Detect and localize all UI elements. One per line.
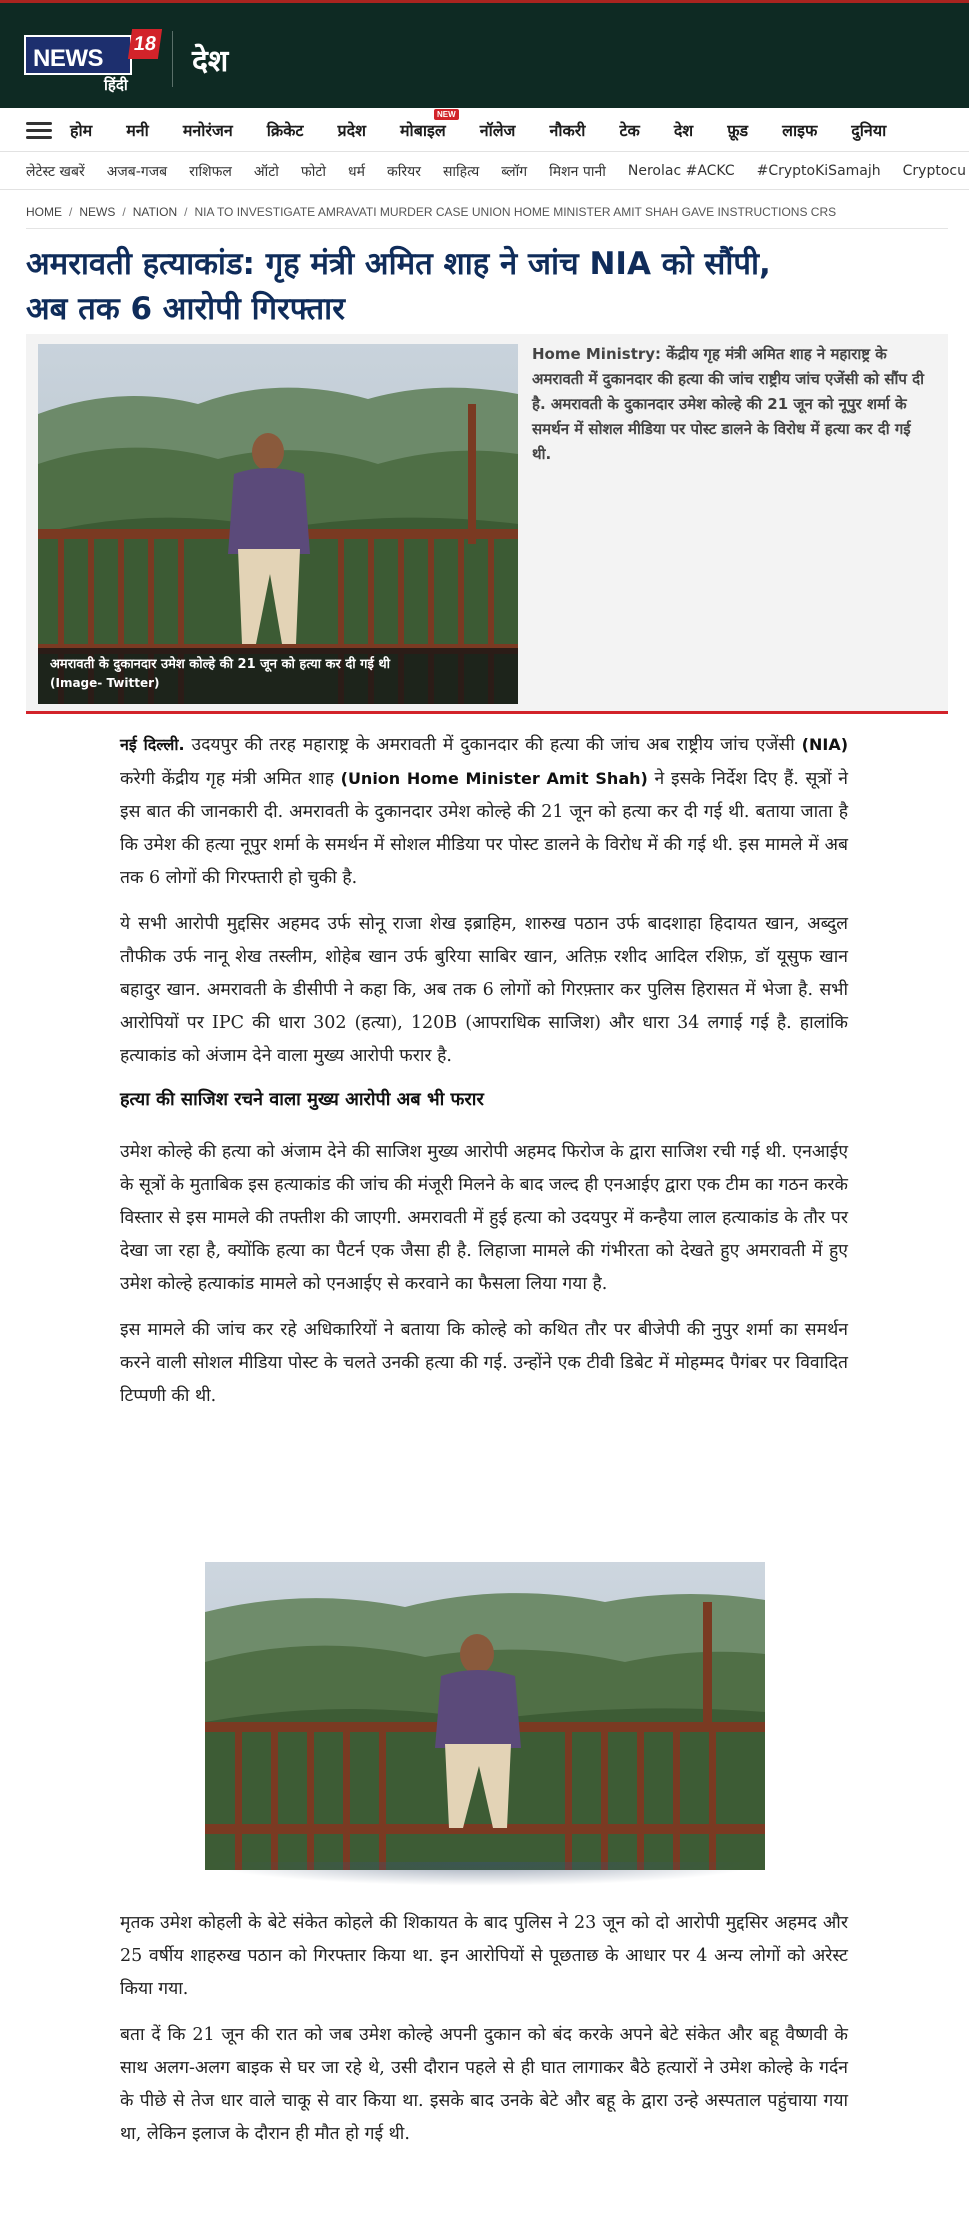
sub-nav bbox=[0, 152, 969, 190]
subnav-item-religion[interactable]: धर्म bbox=[348, 163, 365, 180]
logo-18-badge: 18 bbox=[128, 29, 162, 59]
nav-item-jobs[interactable]: नौकरी bbox=[549, 121, 586, 140]
subnav-item-mission-paani[interactable]: मिशन पानी bbox=[549, 163, 606, 180]
breadcrumb bbox=[26, 205, 946, 219]
breadcrumb-separator: / bbox=[122, 205, 126, 219]
headline-line-2: अब तक 6 आरोपी गिरफ्तार bbox=[26, 291, 345, 327]
sub-nav-items bbox=[26, 152, 969, 190]
home-minister-bold: (Union Home Minister Amit Shah) bbox=[340, 769, 648, 788]
breadcrumb-divider bbox=[26, 228, 948, 229]
logo-news-text: NEWS bbox=[33, 45, 103, 72]
hero-caption-text: अमरावती के दुकानदार उमेश कोल्हे की 21 जून को हत्या कर दी गई थी bbox=[50, 657, 391, 672]
headline-line-1: अमरावती हत्याकांड: गृह मंत्री अमित शाह ने जांच NIA को सौंपी, bbox=[26, 246, 771, 282]
subnav-item-ajab-gajab[interactable]: अजब-गजब bbox=[106, 163, 168, 180]
image-shadow bbox=[205, 1862, 765, 1886]
breadcrumb-nation[interactable]: NATION bbox=[132, 205, 178, 219]
subnav-item-crypto[interactable]: Cryptocu bbox=[902, 163, 966, 179]
breadcrumb-separator: / bbox=[69, 205, 73, 219]
paragraph-3: उमेश कोल्हे की हत्या को अंजाम देने की साजिश मुख्य आरोपी अहमद फिरोज के द्वारा साजिश रची गई थी. एनआईए के सूत्रों के मुताबिक इस हत्याकांड की जांच की मंजूरी मिलने के बाद जल्द ही एनआईए द्वारा एक टीम का गठन करके विस्तार से इस मामले की तफ्तीश की जाएगी. अमरावती में हुई हत्या को उदयपुर में कन्हैया लाल हत्याकांड के तौर पर देखा जा रहा है, क्योंकि हत्या का पैटर्न एक जैसा ही है. लिहाजा मामले की गंभीरता को देखते हुए अमरावती में हुए उमेश कोल्हे हत्याकांड मामले को एनआईए से करवाने का फैसला लिया गया है. bbox=[120, 1142, 848, 1294]
nav-item-money[interactable]: मनी bbox=[126, 121, 149, 140]
nav-item-world[interactable]: दुनिया bbox=[851, 121, 887, 140]
paragraph-1-text-a: उदयपुर की तरह महाराष्ट्र के अमरावती में दुकानदार की हत्या की जांच अब राष्ट्रीय जांच एजेंसी bbox=[184, 735, 802, 755]
logo-box bbox=[24, 35, 132, 75]
section-title[interactable]: देश bbox=[192, 44, 229, 79]
subnav-item-latest[interactable]: लेटेस्ट खबरें bbox=[26, 163, 85, 180]
logo-hindi-text: हिंदी bbox=[104, 76, 128, 94]
hero-caption-credit: (Image- Twitter) bbox=[50, 676, 160, 690]
inline-figure bbox=[205, 1562, 765, 1882]
subnav-item-career[interactable]: करियर bbox=[387, 163, 421, 180]
paragraph-1-text-c: ने इसके निर्देश दिए हैं. सूत्रों ने इस बात की जानकारी दी. अमरावती के दुकानदार उमेश कोल्हे की 21 जून को हत्या कर दी गई थी. बताया जाता है कि उमेश की हत्या नूपुर शर्मा के समर्थन में सोशल मीडिया पर पोस्ट डालने के विरोध में की गई थी. इस मामले में अब तक 6 लोगों की गिरफ्तारी हो चुकी है. bbox=[120, 769, 849, 888]
article-body-continued bbox=[120, 1907, 848, 2164]
nav-item-tech[interactable]: टेक bbox=[619, 121, 640, 140]
hero-photo[interactable] bbox=[38, 344, 518, 704]
article-summary: Home Ministry: केंद्रीय गृह मंत्री अमित शाह ने महाराष्ट्र के अमरावती में दुकानदार की हत्या की जांच राष्ट्रीय जांच एजेंसी को सौंप दी है. अमरावती के दुकानदार उमेश कोल्हे की 21 जून को नूपुर शर्मा के समर्थन में सोशल मीडिया पर पोस्ट डालने के विरोध में हत्या कर दी गई थी. bbox=[532, 345, 924, 463]
hero-section bbox=[26, 334, 948, 714]
nav-item-cricket[interactable]: क्रिकेट bbox=[266, 121, 304, 140]
article-body bbox=[120, 728, 848, 1426]
paragraph-6: बता दें कि 21 जून की रात को जब उमेश कोल्हे अपनी दुकान को बंद करके अपने बेटे संकेत और बहू वैष्णवी के साथ अलग-अलग बाइक से घर जा रहे थे, उसी दौरान पहले से ही घात लागाकर बैठे हत्यारों ने उमेश कोल्हे के गर्दन के पीछे से तेज धार वाले चाकू से वार किया था. इसके बाद उनके बेटे और बहू के द्वारा उन्हे अस्पताल पहुंचाया गया था, लेकिन इलाज के दौरान ही मौत हो गई थी. bbox=[120, 2025, 848, 2144]
nav-item-mobile[interactable] bbox=[399, 110, 456, 141]
nav-item-life[interactable]: लाइफ bbox=[782, 121, 818, 140]
breadcrumb-separator: / bbox=[184, 205, 188, 219]
nav-item-states[interactable]: प्रदेश bbox=[337, 121, 366, 140]
article-subheading: हत्या की साजिश रचने वाला मुख्य आरोपी अब भी फरार bbox=[120, 1089, 484, 1110]
subnav-item-nerolac[interactable]: Nerolac #ACKC bbox=[627, 163, 735, 179]
main-nav bbox=[0, 108, 969, 152]
breadcrumb-news[interactable]: NEWS bbox=[79, 205, 116, 219]
hero-caption bbox=[38, 648, 518, 704]
inline-photo[interactable] bbox=[205, 1562, 765, 1870]
paragraph-4: इस मामले की जांच कर रहे अधिकारियों ने बताया कि कोल्हे को कथित तौर पर बीजेपी की नुपुर शर्मा का समर्थन करने वाली सोशल मीडिया पोस्ट के चलते उनकी हत्या की गई. उन्होंने एक टीवी डिबेट में मोहम्मद पैगंबर पर विवादित टिप्पणी की थी. bbox=[120, 1320, 848, 1406]
subnav-item-crypto-ki-samajh[interactable]: #CryptoKiSamajh bbox=[756, 163, 881, 179]
header-divider bbox=[172, 31, 173, 87]
hamburger-menu-icon[interactable] bbox=[26, 122, 52, 140]
subnav-item-literature[interactable]: साहित्य bbox=[442, 163, 480, 180]
nav-item-mobile-label: मोबाइल bbox=[399, 121, 446, 140]
site-header bbox=[0, 0, 969, 108]
nav-item-entertainment[interactable]: मनोरंजन bbox=[182, 121, 233, 140]
nav-item-knowledge[interactable]: नॉलेज bbox=[479, 121, 516, 140]
nia-bold: (NIA) bbox=[801, 735, 849, 754]
dateline: नई दिल्ली. bbox=[120, 735, 185, 754]
new-badge: NEW bbox=[434, 109, 459, 120]
nav-item-food[interactable]: फ़ूड bbox=[727, 121, 749, 140]
nav-item-nation[interactable]: देश bbox=[673, 121, 694, 140]
breadcrumb-home[interactable]: HOME bbox=[26, 205, 62, 219]
news18-logo[interactable] bbox=[24, 29, 158, 94]
paragraph-5: मृतक उमेश कोहली के बेटे संकेत कोहले की शिकायत के बाद पुलिस ने 23 जून को दो आरोपी मुद्दसिर अहमद और 25 वर्षीय शाहरुख पठान को गिरफ्तार किया था. इन आरोपियों से पूछताछ के आधार पर 4 अन्य लोगों को अरेस्ट किया गया. bbox=[120, 1913, 848, 1999]
article-headline bbox=[26, 242, 948, 332]
paragraph-1 bbox=[120, 728, 848, 895]
breadcrumb-current: NIA TO INVESTIGATE AMRAVATI MURDER CASE UNION HOME MINISTER AMIT SHAH GAVE INSTRUCTIONS CRS bbox=[194, 205, 837, 219]
inline-photo-illustration bbox=[205, 1562, 765, 1870]
subnav-item-horoscope[interactable]: राशिफल bbox=[189, 163, 232, 180]
paragraph-2: ये सभी आरोपी मुद्दसिर अहमद उर्फ सोनू राजा शेख इब्राहिम, शारुख पठान उर्फ बादशाहा हिदायत खान, अब्दुल तौफीक उर्फ नानू शेख तस्लीम, शोहेब खान उर्फ बुरिया साबिर खान, अतिफ़ रशीद आदिल रशिफ़, डॉ यूसुफ खान बहादुर खान. अमरावती के डीसीपी ने कहा कि, अब तक 6 लोगों को गिरफ़्तार कर पुलिस हिरासत में भेजा है. सभी आरोपियों पर IPC की धारा 302 (हत्या), 120B (आपराधिक साजिश) और धारा 34 लगाई गई है. हालांकि हत्याकांड को अंजाम देने वाला मुख्य आरोपी फरार है. bbox=[120, 914, 848, 1066]
subnav-item-auto[interactable]: ऑटो bbox=[253, 163, 279, 180]
subnav-item-photo[interactable]: फोटो bbox=[300, 163, 327, 180]
main-nav-items bbox=[70, 108, 920, 152]
paragraph-1-text-b: करेगी केंद्रीय गृह मंत्री अमित शाह bbox=[120, 769, 341, 789]
nav-item-home[interactable]: होम bbox=[70, 121, 93, 140]
subnav-item-blog[interactable]: ब्लॉग bbox=[501, 163, 528, 180]
